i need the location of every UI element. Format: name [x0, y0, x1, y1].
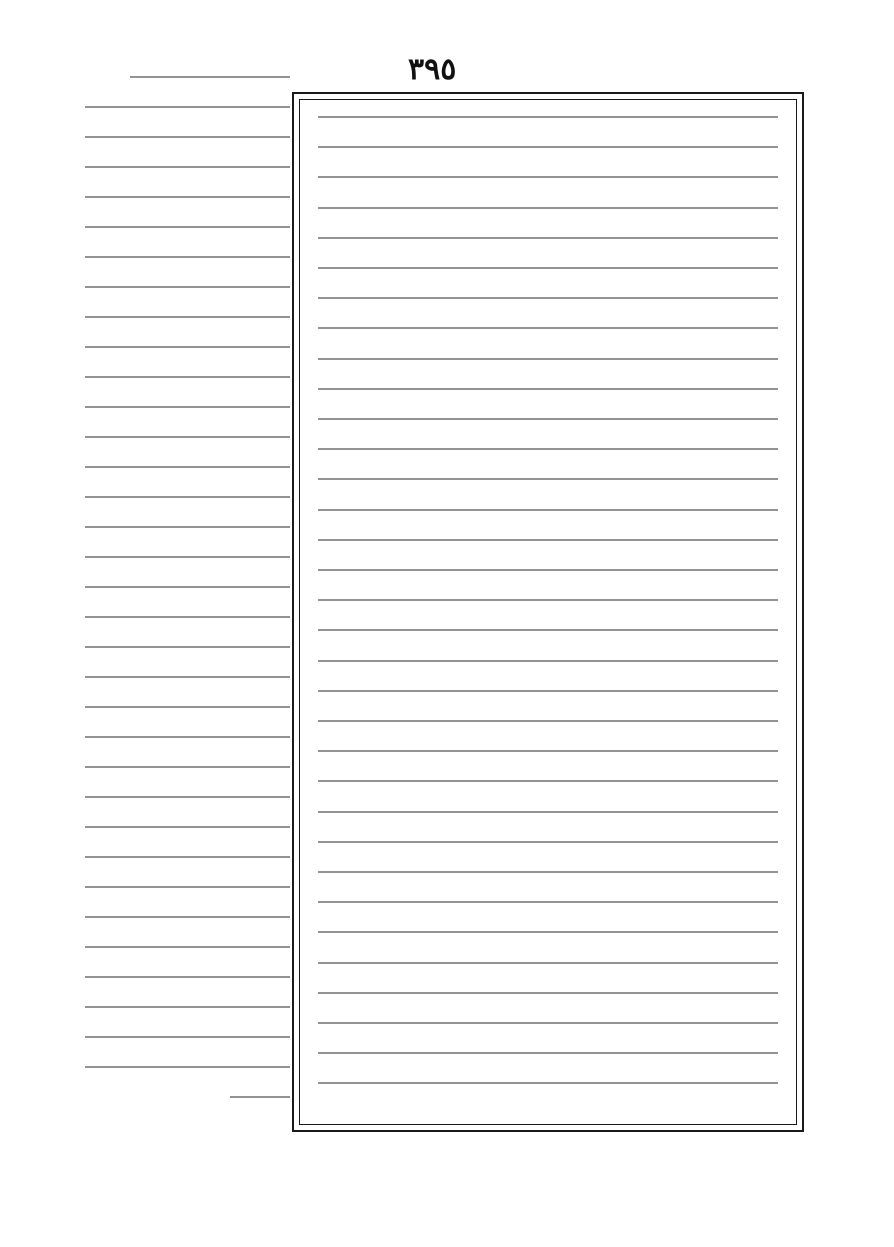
- main-text-line: [318, 569, 778, 578]
- main-text-line: [318, 237, 778, 246]
- main-text-line: [318, 509, 778, 518]
- main-text-line: [318, 116, 778, 125]
- marginal-text-line: [85, 766, 290, 775]
- marginal-text-line: [85, 736, 290, 745]
- main-text-line: [318, 599, 778, 608]
- marginal-text-line: [85, 526, 290, 535]
- main-text-line: [318, 690, 778, 699]
- marginal-text-line: [85, 256, 290, 265]
- marginal-text-line: [85, 166, 290, 175]
- main-text-line: [318, 267, 778, 276]
- marginal-text-line: [85, 286, 290, 295]
- marginal-commentary-column: [78, 70, 290, 1150]
- main-text-line: [318, 1082, 778, 1091]
- main-text-frame: [292, 92, 804, 1132]
- marginal-text-line: [85, 376, 290, 385]
- marginal-text-line: [85, 136, 290, 145]
- main-text-line: [318, 418, 778, 427]
- marginal-text-line: [230, 1096, 290, 1105]
- page-number: ٣٩٥: [408, 52, 457, 87]
- main-text-frame-inner-border: [299, 99, 797, 1125]
- main-text-line: [318, 358, 778, 367]
- marginal-text-line: [85, 196, 290, 205]
- main-text-line: [318, 992, 778, 1001]
- main-text-line: [318, 629, 778, 638]
- marginal-text-line: [85, 1036, 290, 1045]
- marginal-text-line: [85, 1006, 290, 1015]
- marginal-text-line: [85, 496, 290, 505]
- marginal-text-line: [85, 406, 290, 415]
- marginal-text-line: [85, 1066, 290, 1075]
- main-text-line: [318, 720, 778, 729]
- main-text-line: [318, 448, 778, 457]
- main-text-line: [318, 841, 778, 850]
- marginal-text-line: [85, 706, 290, 715]
- main-text-line: [318, 871, 778, 880]
- main-text-line: [318, 297, 778, 306]
- main-text-line: [318, 176, 778, 185]
- marginal-text-line: [85, 466, 290, 475]
- marginal-text-line: [85, 796, 290, 805]
- main-text-line: [318, 1052, 778, 1061]
- main-text-block: [318, 110, 778, 1114]
- marginal-text-line: [85, 646, 290, 655]
- marginal-text-line: [85, 106, 290, 115]
- marginal-text-line: [85, 916, 290, 925]
- main-text-line: [318, 811, 778, 820]
- main-text-line: [318, 1022, 778, 1031]
- main-text-line: [318, 207, 778, 216]
- main-text-line: [318, 388, 778, 397]
- main-text-line: [318, 901, 778, 910]
- main-text-line: [318, 780, 778, 789]
- main-text-line: [318, 478, 778, 487]
- main-text-line: [318, 750, 778, 759]
- marginal-text-line: [85, 826, 290, 835]
- marginal-text-line: [85, 946, 290, 955]
- main-text-line: [318, 660, 778, 669]
- marginal-text-line: [85, 676, 290, 685]
- marginal-text-line: [85, 556, 290, 565]
- marginal-text-line: [85, 586, 290, 595]
- marginal-text-line: [85, 226, 290, 235]
- marginal-text-line: [130, 76, 290, 85]
- marginal-text-line: [85, 316, 290, 325]
- main-text-line: [318, 539, 778, 548]
- marginal-text-line: [85, 436, 290, 445]
- main-text-line: [318, 327, 778, 336]
- main-text-line: [318, 146, 778, 155]
- main-text-line: [318, 931, 778, 940]
- marginal-text-line: [85, 976, 290, 985]
- marginal-text-line: [85, 616, 290, 625]
- marginal-text-line: [85, 856, 290, 865]
- main-text-line: [318, 962, 778, 971]
- marginal-text-line: [85, 346, 290, 355]
- marginal-text-line: [85, 886, 290, 895]
